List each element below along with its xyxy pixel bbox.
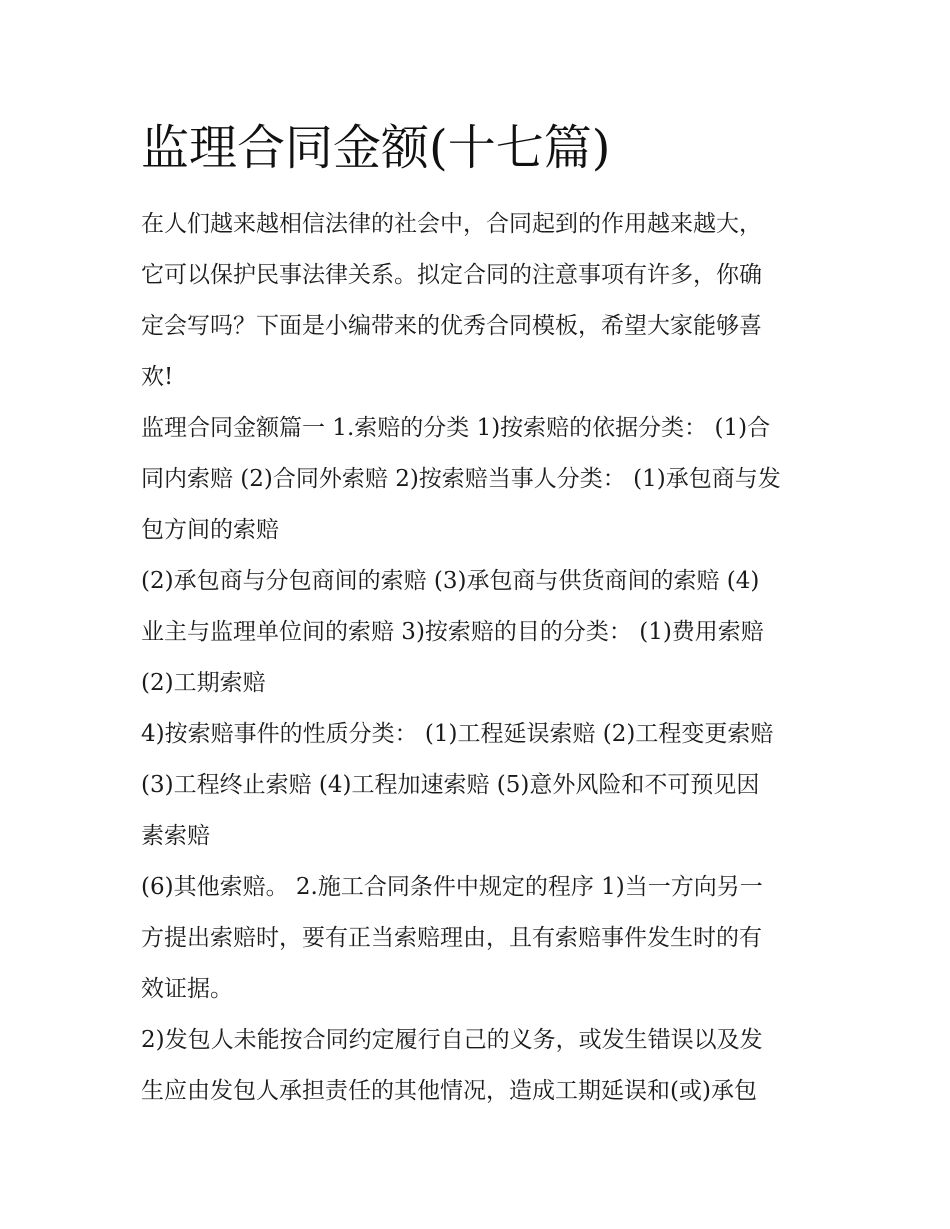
paragraph-claim-nature — [141, 709, 811, 862]
text-line: 包方间的索赔 — [141, 517, 279, 543]
text-line: (6)其他索赔。 2.施工合同条件中规定的程序 1)当一方向另一 — [141, 874, 763, 900]
text-line: 在人们越来越相信法律的社会中，合同起到的作用越来越大， — [141, 211, 762, 237]
text-line: 2)发包人未能按合同约定履行自己的义务，或发生错误以及发 — [141, 1027, 763, 1053]
document-title: 监理合同金额(十七篇) — [141, 120, 611, 176]
text-line: 定会写吗？下面是小编带来的优秀合同模板，希望大家能够喜 — [141, 313, 762, 339]
text-line: (2)工期索赔 — [141, 670, 266, 696]
text-line: 4)按索赔事件的性质分类： (1)工程延误索赔 (2)工程变更索赔 — [141, 721, 774, 747]
text-line: 素索赔 — [141, 823, 210, 849]
text-line: 它可以保护民事法律关系。拟定合同的注意事项有许多，你确 — [141, 262, 762, 288]
text-line: 业主与监理单位间的索赔 3)按索赔的目的分类： (1)费用索赔 — [141, 619, 764, 645]
text-line: 欢! — [141, 364, 174, 390]
text-line: 效证据。 — [141, 976, 233, 1002]
document-body — [141, 199, 811, 1117]
text-line: 监理合同金额篇一 1.索赔的分类 1)按索赔的依据分类： (1)合 — [141, 415, 771, 441]
paragraph-intro — [141, 199, 811, 403]
text-line: (3)工程终止索赔 (4)工程加速索赔 (5)意外风险和不可预见因 — [141, 772, 760, 798]
text-line: 同内索赔 (2)合同外索赔 2)按索赔当事人分类： (1)承包商与发 — [141, 466, 781, 492]
text-line: 方提出索赔时，要有正当索赔理由，且有索赔事件发生时的有 — [141, 925, 762, 951]
paragraph-employer-default — [141, 1015, 811, 1117]
paragraph-claim-classification — [141, 403, 811, 556]
text-line: (2)承包商与分包商间的索赔 (3)承包商与供货商间的索赔 (4) — [141, 568, 760, 594]
paragraph-claim-procedure — [141, 862, 811, 1015]
text-line: 生应由发包人承担责任的其他情况，造成工期延误和(或)承包 — [141, 1078, 757, 1104]
paragraph-claim-parties — [141, 556, 811, 709]
